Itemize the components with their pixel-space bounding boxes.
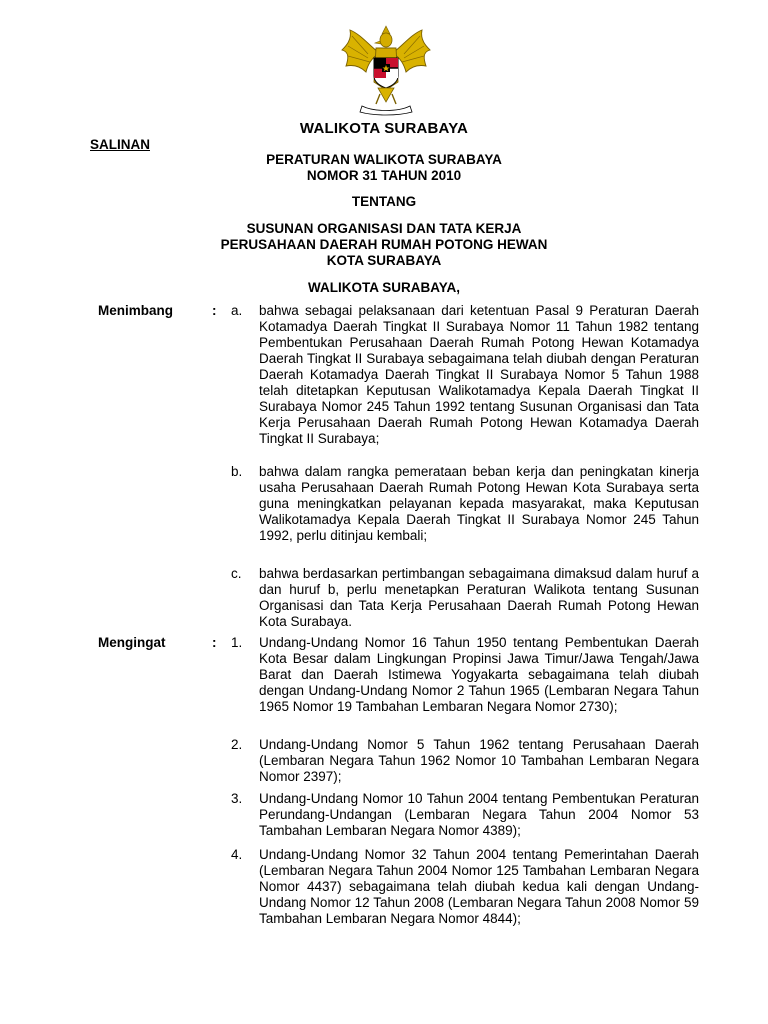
item-text: bahwa berdasarkan pertimbangan sebagaimana dimaksud dalam huruf a dan huruf b, perlu menetapkan Peraturan Walikota tentang Susunan Organisasi dan Tata Kerja Perusahaan Daerah Rumah Potong Hewan Kota Surabaya.	[259, 566, 699, 629]
issuer-line: WALIKOTA SURABAYA,	[307, 280, 460, 295]
item-text: Undang-Undang Nomor 10 Tahun 2004 tentang Pembentukan Peraturan Perundang-Undangan (Lembaran Negara Tahun 2004 Nomor 53 Tambahan Lembaran Negara Nomor 4389);	[259, 791, 699, 838]
item-marker: c.	[231, 566, 242, 581]
menimbang-colon: :	[212, 303, 217, 318]
item-text: bahwa sebagai pelaksanaan dari ketentuan Pasal 9 Peraturan Daerah Kotamadya Daerah Tingkat II Surabaya Nomor 11 Tahun 1982 tentang Pembentukan Perusahaan Daerah Rumah Potong Hewan Kotamadya Daerah Tingkat II Surabaya sebagaimana telah diubah dengan Peraturan Daerah Kotamadya Daerah Tingkat II Surabaya Nomor 5 Tahun 1988 telah ditetapkan Keputusan Walikotamadya Kepala Daerah Tingkat II Surabaya Nomor 245 Tahun 1992 tentang Susunan Organisasi dan Tata Kerja Perusahaan Daerah Rumah Potong Hewan Kotamadya Daerah Tingkat II Surabaya;	[259, 303, 699, 446]
item-marker: a.	[231, 303, 243, 318]
garuda-emblem-icon	[338, 24, 434, 116]
item-text: Undang-Undang Nomor 16 Tahun 1950 tentang Pembentukan Daerah Kota Besar dalam Lingkungan Propinsi Jawa Timur/Jawa Tengah/Jawa Barat dan Daerah Istimewa Yogyakarta sebagaimana telah diubah dengan Undang-Undang Nomor 2 Tahun 1965 (Lembaran Negara Tahun 1965 Nomor 19 Tambahan Lembaran Negara Nomor 2730);	[259, 635, 699, 714]
item-marker: 3.	[231, 791, 243, 806]
subject-line-3: KOTA SURABAYA	[326, 253, 442, 268]
salinan-label: SALINAN	[90, 137, 150, 152]
tentang-heading: TENTANG	[351, 194, 417, 209]
subject-line-1: SUSUNAN ORGANISASI DAN TATA KERJA	[246, 221, 522, 236]
item-marker: b.	[231, 464, 243, 479]
item-text: Undang-Undang Nomor 32 Tahun 2004 tentang Pemerintahan Daerah (Lembaran Negara Tahun 2004 Nomor 125 Tambahan Lembaran Negara Nomor 4437) sebagaimana telah diubah kedua kali dengan Undang-Undang Nomor 12 Tahun 2008 (Lembaran Negara Tahun 2008 Nomor 59 Tambahan Lembaran Negara Nomor 4844);	[259, 847, 699, 926]
mengingat-colon: :	[212, 635, 217, 650]
mengingat-label: Mengingat	[98, 635, 166, 650]
item-marker: 4.	[231, 847, 243, 862]
menimbang-label: Menimbang	[98, 303, 174, 318]
regulation-number: NOMOR 31 TAHUN 2010	[306, 168, 462, 183]
item-marker: 1.	[231, 635, 243, 650]
subject-line-2: PERUSAHAAN DAERAH RUMAH POTONG HEWAN	[220, 237, 548, 252]
item-text: Undang-Undang Nomor 5 Tahun 1962 tentang Perusahaan Daerah (Lembaran Negara Tahun 1962 Nomor 10 Tambahan Lembaran Negara Nomor 2397);	[259, 737, 699, 784]
item-text: bahwa dalam rangka pemerataan beban kerja dan peningkatan kinerja usaha Perusahaan Daerah Rumah Potong Hewan Kota Surabaya serta guna meningkatkan pelayanan kepada masyarakat, maka Keputusan Walikotamadya Kepala Daerah Tingkat II Surabaya Nomor 245 Tahun 1992, perlu ditinjau kembali;	[259, 464, 699, 543]
issuer-title: WALIKOTA SURABAYA	[299, 120, 469, 137]
item-marker: 2.	[231, 737, 243, 752]
regulation-title: PERATURAN WALIKOTA SURABAYA	[266, 152, 502, 167]
